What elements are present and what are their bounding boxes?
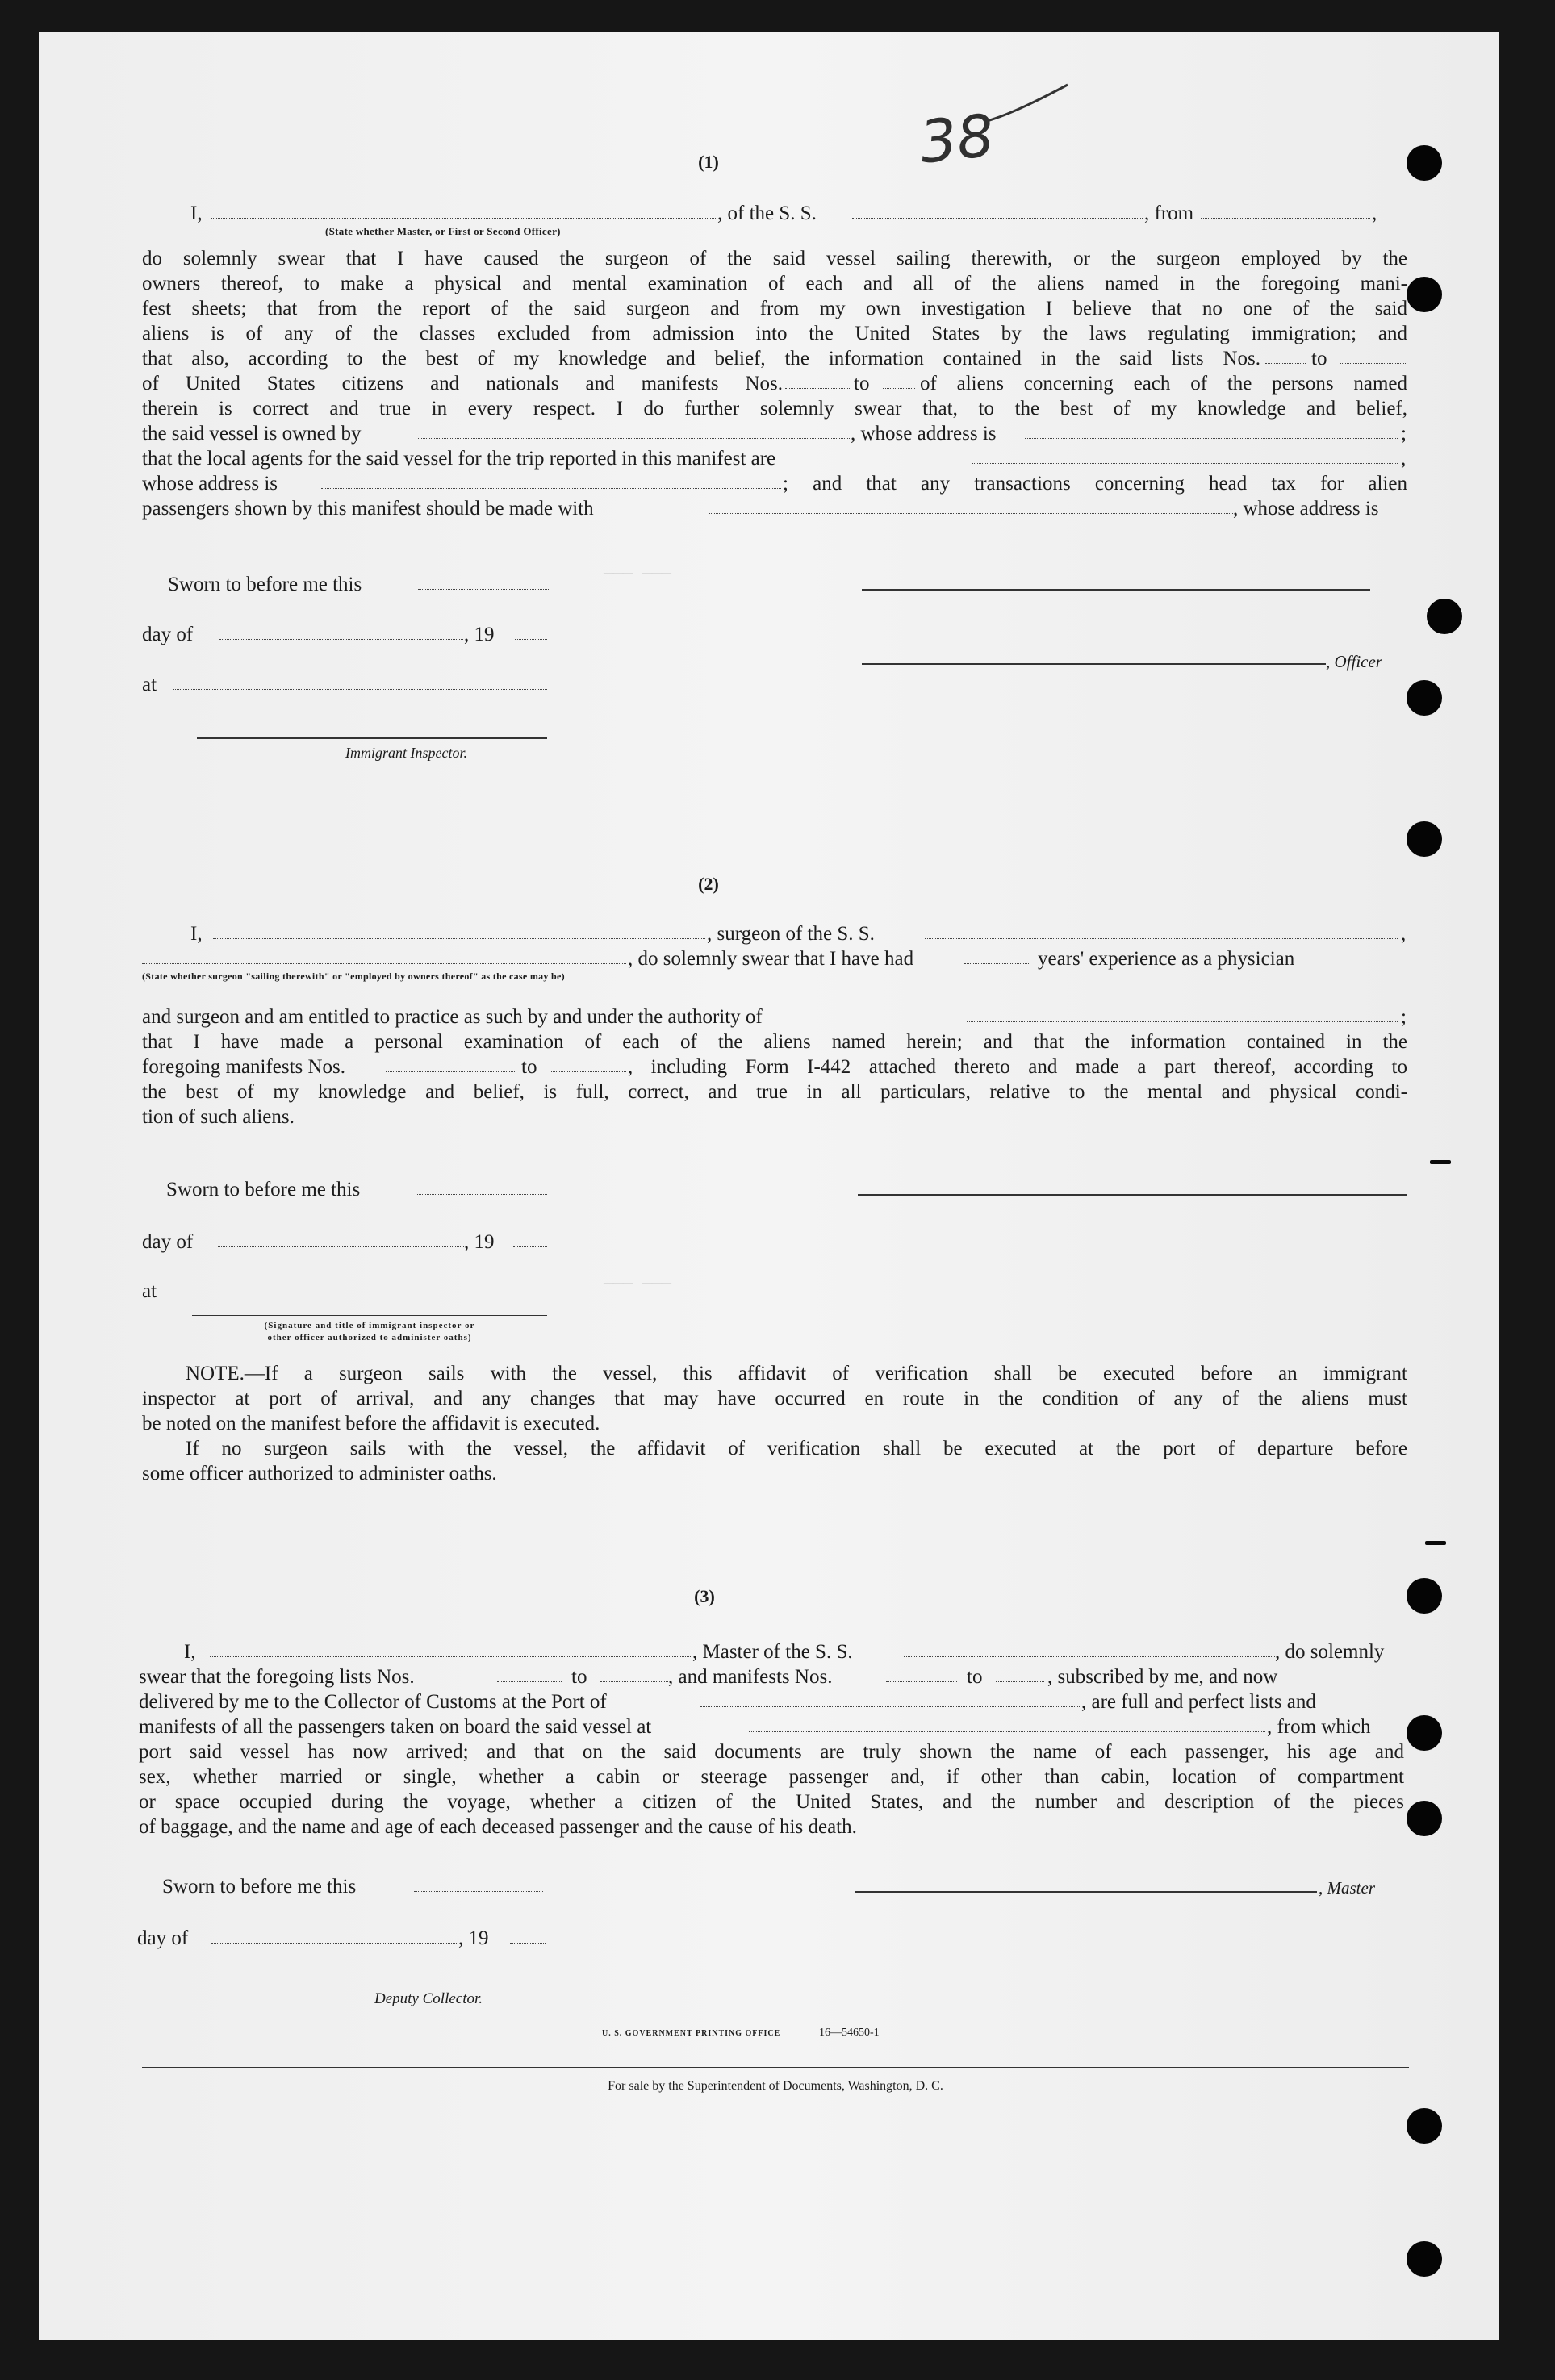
s1-to: to — [1311, 348, 1327, 370]
s1-passengers: passengers shown by this manifest should be made with — [142, 498, 594, 520]
authority-blank — [967, 1021, 1398, 1022]
s3-from-which: , from which — [1267, 1716, 1371, 1738]
s3-solemnly: , do solemnly — [1275, 1641, 1385, 1663]
s3-lists-to-blank — [600, 1681, 668, 1682]
s1-day-of: day of — [142, 624, 194, 645]
customs-port-blank — [700, 1706, 1080, 1707]
s3-manifests-to-blank — [996, 1681, 1044, 1682]
s2-officer-signature-line — [192, 1315, 547, 1316]
inspector-label: Immigrant Inspector. — [345, 745, 467, 761]
s1-line: owners thereof, to make a physical and mental examination of each and all of the aliens named in the foregoing mani- — [142, 273, 1407, 294]
s2-practice: and surgeon and am entitled to practice as such by and under the authority of — [142, 1006, 763, 1028]
handwritten-page-number: 38 — [916, 101, 997, 177]
s2-note-line: NOTE.—If a surgeon sails with the vessel, this affidavit of verification shall be executed before an immigrant — [186, 1363, 1407, 1384]
s2-swear: , do solemnly swear that I have had — [628, 948, 914, 970]
s3-to: to — [571, 1666, 587, 1688]
punch-hole — [1407, 821, 1442, 857]
s1-year-blank — [515, 639, 547, 640]
document-page — [39, 32, 1499, 2340]
s1-agents: that the local agents for the said vessel for the trip reported in this manifest are — [142, 448, 776, 470]
s3-subscribed: , subscribed by me, and now — [1047, 1666, 1278, 1688]
s2-sig-note: other officer authorized to administer oaths) — [267, 1333, 472, 1342]
s2-month-blank — [218, 1246, 464, 1247]
s3-taken-at: manifests of all the passengers taken on board the said vessel at — [139, 1716, 652, 1738]
s2-sworn-day-blank — [416, 1194, 547, 1195]
s2-intro: I, — [190, 923, 203, 945]
s1-owned-by: the said vessel is owned by — [142, 423, 362, 445]
s1-year: , 19 — [464, 624, 495, 645]
s2-sworn: Sworn to before me this — [166, 1179, 361, 1200]
s3-line: or space occupied during the voyage, whether a citizen of the United States, and the number and description of the pieces — [139, 1791, 1404, 1813]
s2-vessel-blank — [925, 938, 1398, 939]
s2-note-line: If no surgeon sails with the vessel, the affidavit of verification shall be executed at the port of departure before — [186, 1438, 1407, 1459]
s2-manifest-to-blank — [550, 1071, 626, 1072]
s2-day-of: day of — [142, 1231, 194, 1253]
edge-mark — [1430, 1160, 1451, 1164]
bleed-through-text: ——— ——— — [604, 565, 672, 583]
s1-rank-note: (State whether Master, or First or Second Officer) — [325, 225, 561, 237]
s3-line: port said vessel has now arrived; and that on the said documents are truly shown the name of each passenger, his age and — [139, 1741, 1404, 1763]
section-2-heading: (2) — [698, 874, 719, 894]
punch-hole — [1407, 1715, 1442, 1751]
s3-master-of: , Master of the S. S. — [692, 1641, 853, 1663]
section-3-heading: (3) — [694, 1586, 715, 1606]
s2-to: to — [521, 1056, 537, 1078]
s3-month-blank — [211, 1943, 458, 1944]
s1-line: of United States citizens and nationals and manifests Nos. — [142, 373, 783, 395]
s2-year: , 19 — [464, 1231, 495, 1253]
s1-sworn: Sworn to before me this — [168, 574, 362, 595]
s1-line: aliens is of any of the classes excluded from admission into the United States by the laws regulating immigration; and — [142, 323, 1407, 344]
s1-owner-address: , whose address is — [851, 423, 997, 445]
s2-note-line: inspector at port of arrival, and any changes that may have occurred en route in the condition of any of the aliens must — [142, 1388, 1407, 1409]
head-tax-blank — [709, 513, 1233, 514]
s1-sworn-day-blank — [418, 589, 549, 590]
punch-hole — [1407, 145, 1442, 181]
surgeon-signature-line — [858, 1194, 1407, 1196]
years-blank — [964, 963, 1029, 964]
edge-mark — [1425, 1541, 1446, 1545]
punch-hole — [1407, 277, 1442, 312]
sale-notice: For sale by the Superintendent of Documents, Washington, D. C. — [608, 2079, 943, 2093]
port-from-blank — [1201, 218, 1370, 219]
s1-comma: , — [1372, 203, 1377, 224]
s2-sig-note: (Signature and title of immigrant inspector or — [264, 1321, 475, 1330]
surgeon-status-blank — [142, 963, 626, 964]
s3-day-of: day of — [137, 1927, 189, 1949]
lists-to-blank — [1340, 363, 1407, 364]
handwritten-stroke — [983, 81, 1072, 129]
s3-year: , 19 — [458, 1927, 489, 1949]
s3-sworn-day-blank — [414, 1891, 543, 1892]
s3-vessel-blank — [904, 1656, 1275, 1657]
agents-blank — [972, 463, 1398, 464]
s1-from: , from — [1144, 203, 1194, 224]
vessel-name-blank — [852, 218, 1143, 219]
s3-year-blank — [510, 1943, 546, 1944]
s1-line: therein is correct and true in every respect. I do further solemnly swear that, to the best of my knowledge and belief, — [142, 398, 1407, 420]
s2-surgeon-of: , surgeon of the S. S. — [707, 923, 875, 945]
s3-line: of baggage, and the name and age of each deceased passenger and the cause of his death. — [139, 1816, 857, 1838]
officer-label: , Officer — [1326, 652, 1382, 671]
punch-hole — [1427, 599, 1462, 634]
punch-hole — [1407, 680, 1442, 716]
s2-year-blank — [513, 1246, 547, 1247]
s2-including: , including Form I-442 attached thereto and made a part thereof, according to — [628, 1056, 1407, 1078]
s3-intro: I, — [184, 1641, 196, 1663]
punch-hole — [1407, 1578, 1442, 1614]
s3-line: sex, whether married or single, whether a cabin or steerage passenger and, if other than cabin, location of compartment — [139, 1766, 1404, 1788]
s1-whose-address-is: , whose address is — [1233, 498, 1379, 520]
collector-label: Deputy Collector. — [374, 1990, 483, 2007]
s2-manifests: foregoing manifests Nos. — [142, 1056, 346, 1078]
s3-full-lists: , are full and perfect lists and — [1081, 1691, 1316, 1713]
s1-agents-tail: , — [1401, 448, 1407, 470]
form-number: 16—54650-1 — [819, 2027, 880, 2039]
s3-lists: swear that the foregoing lists Nos. — [139, 1666, 415, 1688]
s2-note-line: be noted on the manifest before the affidavit is executed. — [142, 1413, 600, 1434]
s2-line: that I have made a personal examination of each of the aliens named herein; and that the information contained in the — [142, 1031, 1407, 1053]
s2-line: tion of such aliens. — [142, 1106, 295, 1128]
footer-rule — [142, 2067, 1409, 2068]
s2-semicolon: ; — [1401, 1006, 1407, 1028]
manifests-from-blank — [785, 388, 850, 389]
s1-line: do solemnly swear that I have caused the surgeon of the said vessel sailing therewith, or the surgeon employed by the — [142, 248, 1407, 269]
s2-line: the best of my knowledge and belief, is full, correct, and true in all particulars, relative to the mental and physical condi- — [142, 1081, 1407, 1103]
s2-at: at — [142, 1280, 157, 1302]
s1-intro: I, — [190, 203, 203, 224]
s1-semicolon: ; — [1401, 423, 1407, 445]
master-signature-line — [855, 1891, 1317, 1893]
s3-and-manifests: , and manifests Nos. — [668, 1666, 833, 1688]
s1-of-ss: , of the S. S. — [717, 203, 817, 224]
s1-at: at — [142, 674, 157, 695]
officer-rank-blank — [211, 218, 716, 219]
inspector-signature-line — [197, 737, 547, 739]
master-name-blank — [210, 1656, 692, 1657]
s1-address-tail: ; and that any transactions concerning head tax for alien — [783, 473, 1407, 495]
owner-blank — [418, 438, 850, 439]
s1-whose-address: whose address is — [142, 473, 278, 495]
s1-to: to — [854, 373, 870, 395]
gpo-imprint: U. S. GOVERNMENT PRINTING OFFICE — [602, 2029, 781, 2038]
embark-port-blank — [749, 1731, 1265, 1732]
manifests-to-blank — [883, 388, 915, 389]
s3-sworn: Sworn to before me this — [162, 1876, 357, 1898]
s3-lists-from-blank — [497, 1681, 562, 1682]
surgeon-name-blank — [213, 938, 705, 939]
s2-manifest-from-blank — [386, 1071, 515, 1072]
s3-manifests-from-blank — [886, 1681, 957, 1682]
punch-hole — [1407, 2108, 1442, 2144]
punch-hole — [1407, 2241, 1442, 2277]
bleed-through-text: ——— ——— — [604, 1275, 672, 1293]
master-label: , Master — [1319, 1878, 1375, 1898]
s1-line: fest sheets; that from the report of the said surgeon and from my own investigation I believe that no one of the said — [142, 298, 1407, 319]
agents-address-blank — [321, 488, 781, 489]
punch-hole — [1407, 1801, 1442, 1836]
s2-status-note: (State whether surgeon "sailing therewith" or "employed by owners thereof" as the case may be) — [142, 971, 565, 982]
s2-comma: , — [1401, 923, 1407, 945]
s3-to: to — [967, 1666, 983, 1688]
section-1-heading: (1) — [698, 152, 719, 172]
officer-title-line — [862, 663, 1326, 665]
s1-line-tail: of aliens concerning each of the persons named — [920, 373, 1407, 395]
owner-address-blank — [1025, 438, 1398, 439]
officer-signature-line — [862, 589, 1370, 591]
s3-delivered: delivered by me to the Collector of Customs at the Port of — [139, 1691, 607, 1713]
s1-place-blank — [173, 689, 547, 690]
s2-years: years' experience as a physician — [1038, 948, 1295, 970]
lists-from-blank — [1265, 363, 1306, 364]
s2-note-line: some officer authorized to administer oaths. — [142, 1463, 497, 1484]
s1-month-blank — [219, 639, 463, 640]
s1-line: that also, according to the best of my knowledge and belief, the information contained in the said lists Nos. — [142, 348, 1260, 370]
